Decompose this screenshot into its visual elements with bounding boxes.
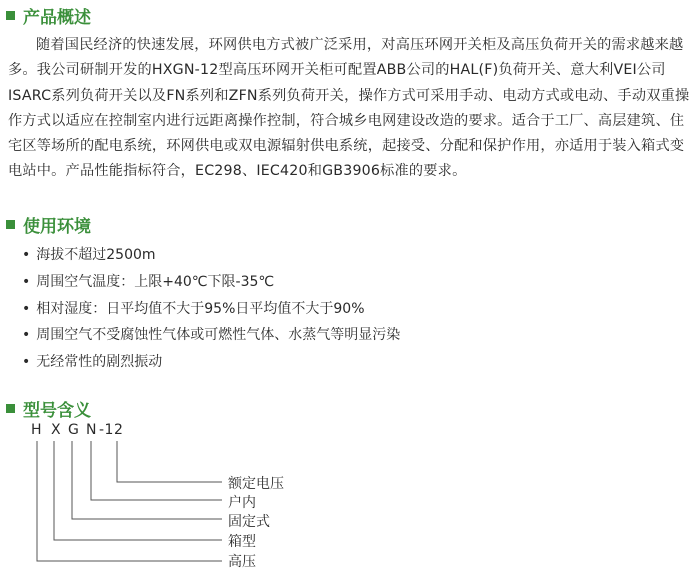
connector-line: [72, 441, 222, 519]
list-item: • 海拔不超过2500m: [22, 247, 156, 263]
section-title-text: 产品概述: [23, 8, 91, 28]
list-item: • 无经常性的剧烈振动: [22, 354, 163, 371]
list-item: • 周围空气不受腐蚀性气体或可燃性气体、水蒸气等明显污染: [22, 327, 401, 344]
connector-line: [117, 441, 222, 482]
model-meaning-label: 箱型: [228, 534, 256, 550]
paragraph-line: 宅区等场所的配电系统，环网供电或双电源辐射供电系统，起接受、分配和保护作用，亦适用于装入箱式变: [8, 138, 685, 155]
bullet-icon: •: [22, 247, 31, 263]
model-meaning-label: 高压: [228, 554, 256, 570]
bullet-icon: •: [22, 300, 31, 317]
list-item: • 周围空气温度：上限+40℃下限-35℃: [22, 273, 275, 290]
paragraph-line: 电站中。产品性能指标符合，EC298、IEC420和GB3906标准的要求。: [8, 163, 467, 180]
paragraph-line: 随着国民经济的快速发展，环网供电方式被广泛采用，对高压环网开关柜及高压负荷开关的需求越来越: [36, 37, 684, 53]
section-title-text: 使用环境: [23, 217, 91, 237]
model-char: X: [51, 422, 62, 438]
section-title-text: 型号含义: [23, 401, 91, 421]
bullet-icon: •: [22, 354, 31, 371]
bullet-icon: •: [22, 327, 31, 344]
bullet-icon: •: [22, 273, 31, 290]
model-char: H: [31, 422, 43, 438]
model-char: N: [86, 422, 97, 438]
connector-line: [54, 441, 222, 540]
model-meaning-label: 额定电压: [228, 476, 284, 492]
list-item: • 相对湿度：日平均值不大于95%日平均值不大于90%: [22, 300, 365, 317]
paragraph-line: 多。我公司研制开发的HXGN-12型高压环网开关柜可配置ABB公司的HAL(F)负荷开关、意大利VEI公司: [8, 62, 666, 79]
connector-line: [91, 441, 222, 500]
connector-line: [37, 441, 222, 561]
paragraph-line: ISARC系列负荷开关以及FN系列和ZFN系列负荷开关，操作方式可采用手动、电动方式或电动、手动双重操: [8, 87, 690, 104]
model-meaning-label: 户内: [228, 495, 256, 511]
paragraph-line: 作方式以适应在控制室内进行远距离操作控制，符合城乡电网建设改造的要求。适合于工厂、高层建筑、住: [8, 112, 685, 129]
model-meaning-label: 固定式: [228, 514, 270, 530]
model-char: -12: [99, 422, 124, 438]
model-char: G: [68, 422, 80, 438]
